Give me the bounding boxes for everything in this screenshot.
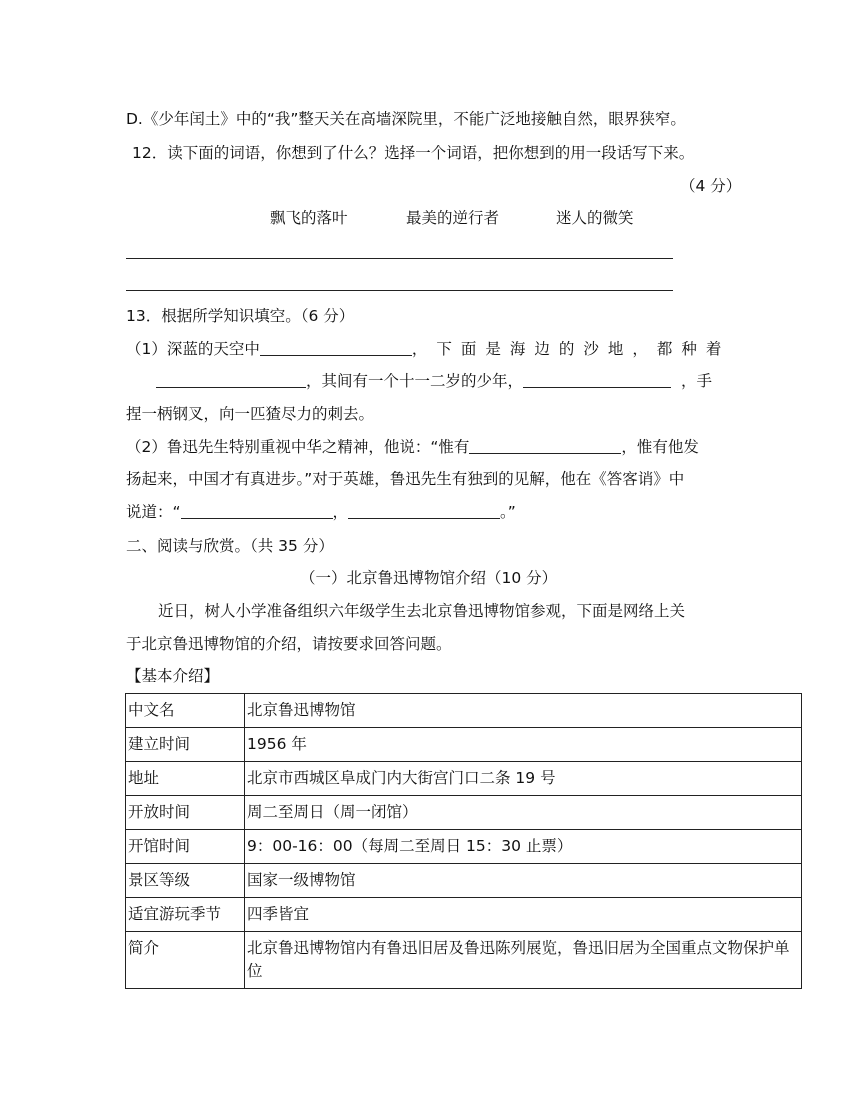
q13-blank-5[interactable] (181, 502, 333, 519)
q13-p2-line-1 (126, 436, 736, 458)
table-value: 四季皆宜 (245, 898, 802, 932)
q13-blank-1[interactable] (260, 339, 412, 356)
q13-blank-3[interactable] (523, 371, 671, 388)
q12-answer-line-2[interactable] (126, 290, 673, 291)
q13-blank-2[interactable] (156, 371, 306, 388)
q12-prompt: 12．读下面的词语，你想到了什么？选择一个词语，把你想到的用一段话写下来。 (132, 144, 695, 162)
table-value: 1956 年 (245, 728, 802, 762)
table-value: 周二至周日（周一闭馆） (245, 796, 802, 830)
q13-title: 13．根据所学知识填空。（6 分） (126, 307, 355, 325)
table-key: 开放时间 (126, 796, 245, 830)
table-row (126, 932, 802, 989)
q13-p2-text-a: （2）鲁迅先生特别重视中华之精神，他说：“惟有 (126, 438, 470, 456)
q13-p2-text-c: 扬起来，中国才有真进步。”对于英雄，鲁迅先生有独到的见解，他在《答客诮》中 (126, 470, 685, 488)
section2-intro-1: 近日，树人小学准备组织六年级学生去北京鲁迅博物馆参观，下面是网络上关 (158, 602, 686, 620)
table-value: 国家一级博物馆 (245, 864, 802, 898)
table-value: 9：00-16：00（每周二至周日 15：30 止票） (245, 830, 802, 864)
table-value: 北京鲁迅博物馆内有鲁迅旧居及鲁迅陈列展览，鲁迅旧居为全国重点文物保护单位 (245, 932, 802, 989)
q13-p1-line-2 (156, 370, 736, 392)
q13-p1-text-e: 捏一柄钢叉，向一匹猹尽力的刺去。 (126, 405, 375, 423)
q12-word-3: 迷人的微笑 (556, 209, 634, 227)
q12-answer-line-1[interactable] (126, 258, 673, 259)
table-key: 景区等级 (126, 864, 245, 898)
q12-score: （4 分） (680, 177, 742, 195)
q11-option-d: D.《少年闰土》中的“我”整天关在高墙深院里，不能广泛地接触自然，眼界狭窄。 (126, 110, 686, 128)
q13-p1-text-b: ，下面是海边的沙地，都种着 (411, 340, 731, 358)
q13-p1-line-1 (126, 338, 736, 360)
table-value: 北京市西城区阜成门内大街宫门口二条 19 号 (245, 762, 802, 796)
q12-word-2: 最美的逆行者 (406, 209, 500, 227)
table-key: 地址 (126, 762, 245, 796)
table-key: 开馆时间 (126, 830, 245, 864)
section2-intro-2: 于北京鲁迅博物馆的介绍，请按要求回答问题。 (126, 635, 452, 653)
table-key: 简介 (126, 932, 245, 989)
q13-p1-text-c: ，其间有一个十一二岁的少年， (306, 372, 524, 390)
table-value: 北京鲁迅博物馆 (245, 694, 802, 728)
table-row (126, 762, 802, 796)
q13-p2-text-f: 。” (500, 503, 516, 521)
q13-blank-6[interactable] (348, 502, 500, 519)
q13-p2-text-d: 说道：“ (126, 503, 181, 521)
table-key: 建立时间 (126, 728, 245, 762)
table-key: 适宜游玩季节 (126, 898, 245, 932)
q13-p1-text-a: （1）深蓝的天空中 (126, 340, 260, 358)
museum-info-table (125, 693, 802, 989)
table-heading: 【基本介绍】 (126, 667, 220, 685)
q12-word-1: 飘飞的落叶 (270, 209, 348, 227)
table-row (126, 694, 802, 728)
q13-p1-text-d: ，手 (681, 372, 713, 390)
table-row (126, 830, 802, 864)
table-row (126, 796, 802, 830)
table-key: 中文名 (126, 694, 245, 728)
q13-p2-text-b: ，惟有他发 (621, 438, 699, 456)
q13-p2-text-e: ， (332, 503, 349, 521)
table-row (126, 864, 802, 898)
q13-p2-line-3 (126, 501, 736, 523)
table-row (126, 728, 802, 762)
table-row (126, 898, 802, 932)
section2-sub-title: （一）北京鲁迅博物馆介绍（10 分） (300, 569, 558, 587)
section2-title: 二、阅读与欣赏。（共 35 分） (126, 537, 334, 555)
q13-blank-4[interactable] (469, 437, 621, 454)
